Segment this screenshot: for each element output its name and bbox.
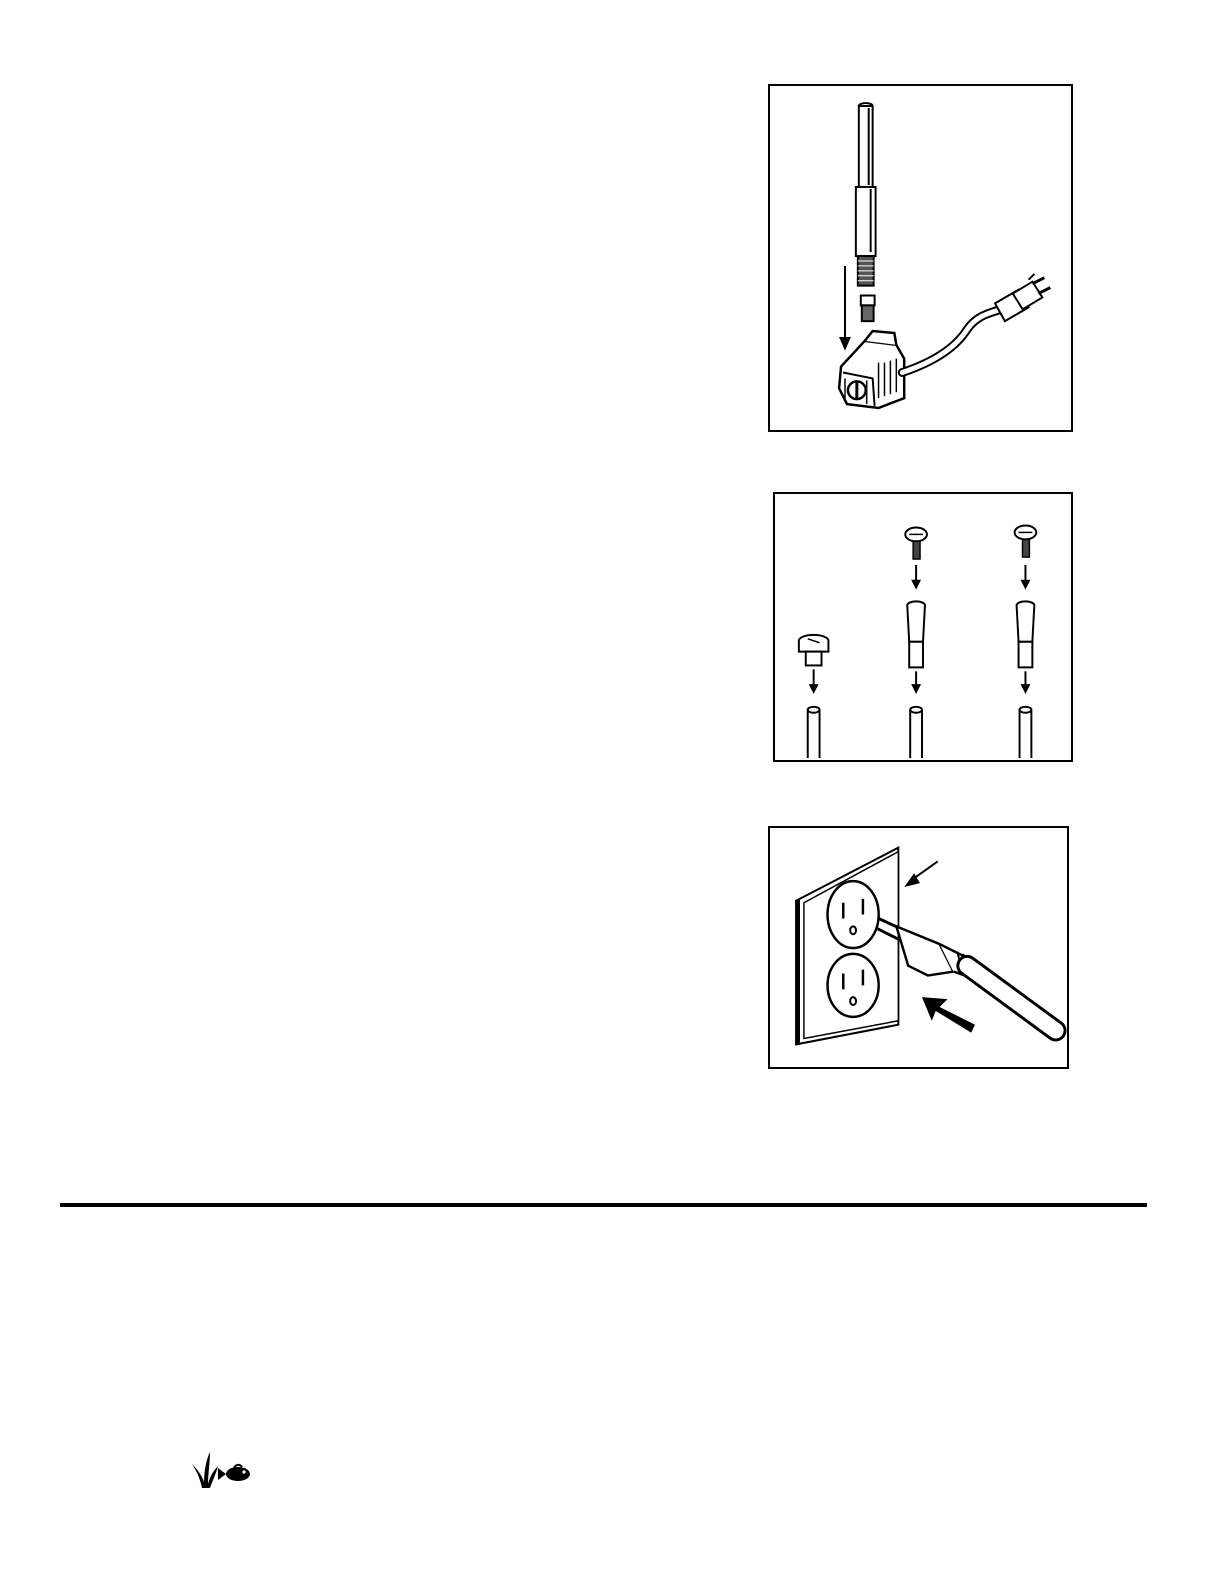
bell-nozzle-group — [799, 635, 829, 758]
jet-nozzle-group-right — [1015, 526, 1037, 759]
nozzle-attachments-illustration — [775, 494, 1071, 760]
cattail-fish-logo-icon — [190, 1452, 256, 1490]
figure-pump-assembly — [768, 84, 1073, 432]
outlet-plug-illustration — [770, 828, 1067, 1067]
figure-outlet-plug — [768, 826, 1069, 1069]
pump-assembly-illustration — [770, 86, 1071, 430]
jet-nozzle-group-middle — [905, 527, 927, 758]
section-divider — [60, 1203, 1147, 1207]
figure-nozzle-attachments — [773, 492, 1073, 762]
